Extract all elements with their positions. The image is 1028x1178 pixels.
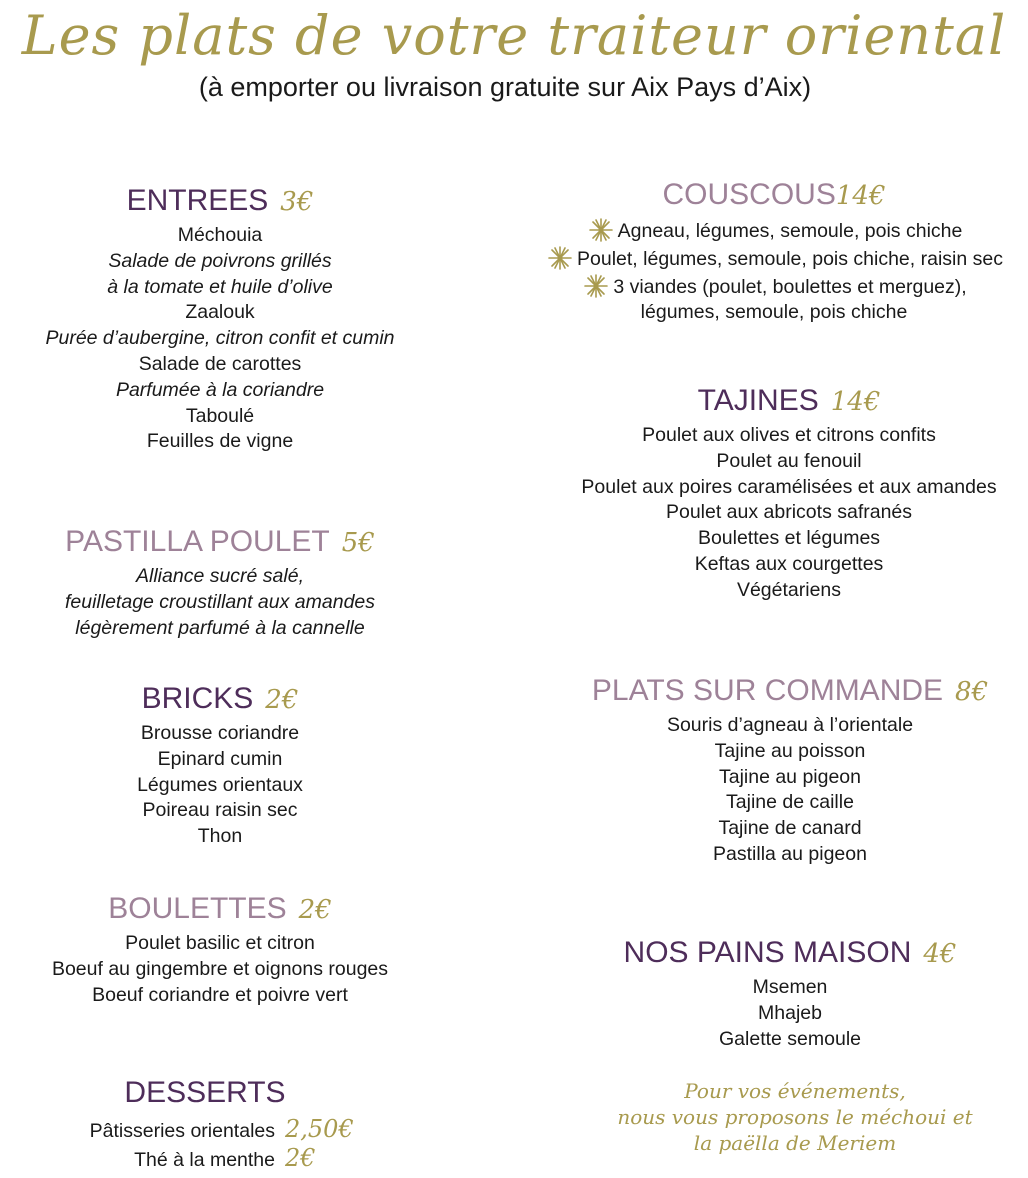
sparkle-icon (545, 245, 575, 271)
section-price: 5€ (341, 528, 375, 558)
list-item: Poulet basilic et citron (125, 932, 315, 954)
events-note (585, 1078, 1005, 1156)
list-item: 3 viandes (poulet, boulettes et merguez), (520, 273, 1028, 301)
list-item: Epinard cumin (157, 747, 283, 770)
list-item: Poulet au fenouil (716, 449, 862, 472)
section-desserts (20, 1076, 420, 1173)
sparkle-icon (586, 217, 616, 243)
section-bricks (20, 682, 420, 850)
list-item: Poulet, légumes, semoule, pois chiche, raisin sec (520, 245, 1028, 273)
dessert-label: Pâtisseries orientales (89, 1120, 275, 1142)
section-price: 3€ (280, 187, 314, 217)
dessert-price: 2,50€ (285, 1115, 354, 1143)
section-boulettes (20, 892, 420, 1008)
section-price: 8€ (955, 677, 989, 707)
list-item: Poulet aux poires caramélisées et aux amandes (581, 475, 997, 498)
list-item: Keftas aux courgettes (694, 552, 884, 575)
section-price: 4€ (923, 939, 957, 969)
list-item: Salade de carottes (138, 352, 302, 375)
list-item: Méchouia (177, 224, 263, 246)
page-title: Les plats de votre traiteur oriental (21, 4, 1007, 67)
section-pastilla (20, 525, 420, 641)
list-item: Purée d’aubergine, citron confit et cumin (45, 327, 395, 350)
list-item: Agneau, légumes, semoule, pois chiche (520, 217, 1028, 245)
section-title: BRICKS (141, 682, 254, 715)
dessert-row (20, 1144, 420, 1173)
section-title: ENTREES (126, 184, 269, 217)
section-title: BOULETTES (108, 892, 287, 925)
list-item: Végétariens (736, 578, 842, 601)
list-item: Salade de poivrons grillés (108, 249, 332, 272)
section-price: 14€ (830, 387, 881, 417)
section-tajines (540, 384, 1028, 604)
section-title: PASTILLA POULET (65, 525, 330, 558)
list-item: légumes, semoule, pois chiche (640, 301, 908, 324)
list-item: Tajine de caille (726, 791, 854, 814)
list-item: Légumes orientaux (137, 773, 303, 796)
dessert-row (20, 1115, 420, 1144)
section-plats-sur-commande (560, 674, 1020, 868)
dessert-price: 2€ (285, 1144, 316, 1172)
sparkle-icon (581, 273, 611, 299)
section-entrees (20, 184, 420, 455)
dessert-label: Thé à la menthe (134, 1149, 275, 1171)
list-item: Msemen (752, 976, 828, 998)
note-line: Pour vos événements, (684, 1079, 906, 1103)
list-item: Tajine de canard (718, 817, 862, 840)
list-item: Mhajeb (758, 1001, 822, 1024)
list-item: à la tomate et huile d’olive (107, 275, 333, 298)
note-line: la paëlla de Meriem (693, 1131, 897, 1155)
list-item: Taboulé (185, 404, 255, 427)
list-item: Feuilles de vigne (146, 430, 294, 453)
note-line: nous vous proposons le méchoui et (617, 1105, 973, 1129)
section-title: COUSCOUS (662, 178, 836, 211)
list-item: Pastilla au pigeon (713, 842, 867, 865)
page-subtitle: (à emporter ou livraison gratuite sur Aix Pays d’Aix) (198, 72, 812, 102)
section-price: 2€ (298, 895, 332, 925)
list-item: Tajine au poisson (714, 739, 866, 762)
section-price: 2€ (265, 685, 299, 715)
section-couscous (520, 178, 1028, 326)
list-item: Brousse coriandre (140, 722, 300, 744)
section-title: DESSERTS (124, 1076, 286, 1109)
list-item: Parfumée à la coriandre (115, 378, 325, 401)
list-item: Boulettes et légumes (697, 527, 881, 550)
list-item: Boeuf au gingembre et oignons rouges (51, 957, 389, 980)
section-pains-maison (590, 936, 990, 1052)
list-item: Poulet aux olives et citrons confits (642, 424, 936, 446)
list-item: Alliance sucré salé, (136, 565, 304, 587)
list-item: Poulet aux abricots safranés (665, 501, 913, 524)
list-item: Galette semoule (719, 1027, 861, 1050)
section-title: TAJINES (697, 384, 819, 417)
section-price: 14€ (835, 181, 886, 211)
list-item: Souris d’agneau à l’orientale (666, 714, 914, 736)
list-item: légèrement parfumé à la cannelle (75, 616, 365, 639)
list-item: Tajine au pigeon (718, 765, 862, 788)
list-item: Thon (197, 825, 243, 848)
section-title: NOS PAINS MAISON (623, 936, 912, 969)
section-title: PLATS SUR COMMANDE (591, 674, 944, 707)
list-item: feuilletage croustillant aux amandes (64, 590, 376, 613)
list-item: Boeuf coriandre et poivre vert (92, 983, 348, 1006)
list-item: Zaalouk (185, 301, 255, 324)
list-item: Poireau raisin sec (142, 799, 298, 822)
